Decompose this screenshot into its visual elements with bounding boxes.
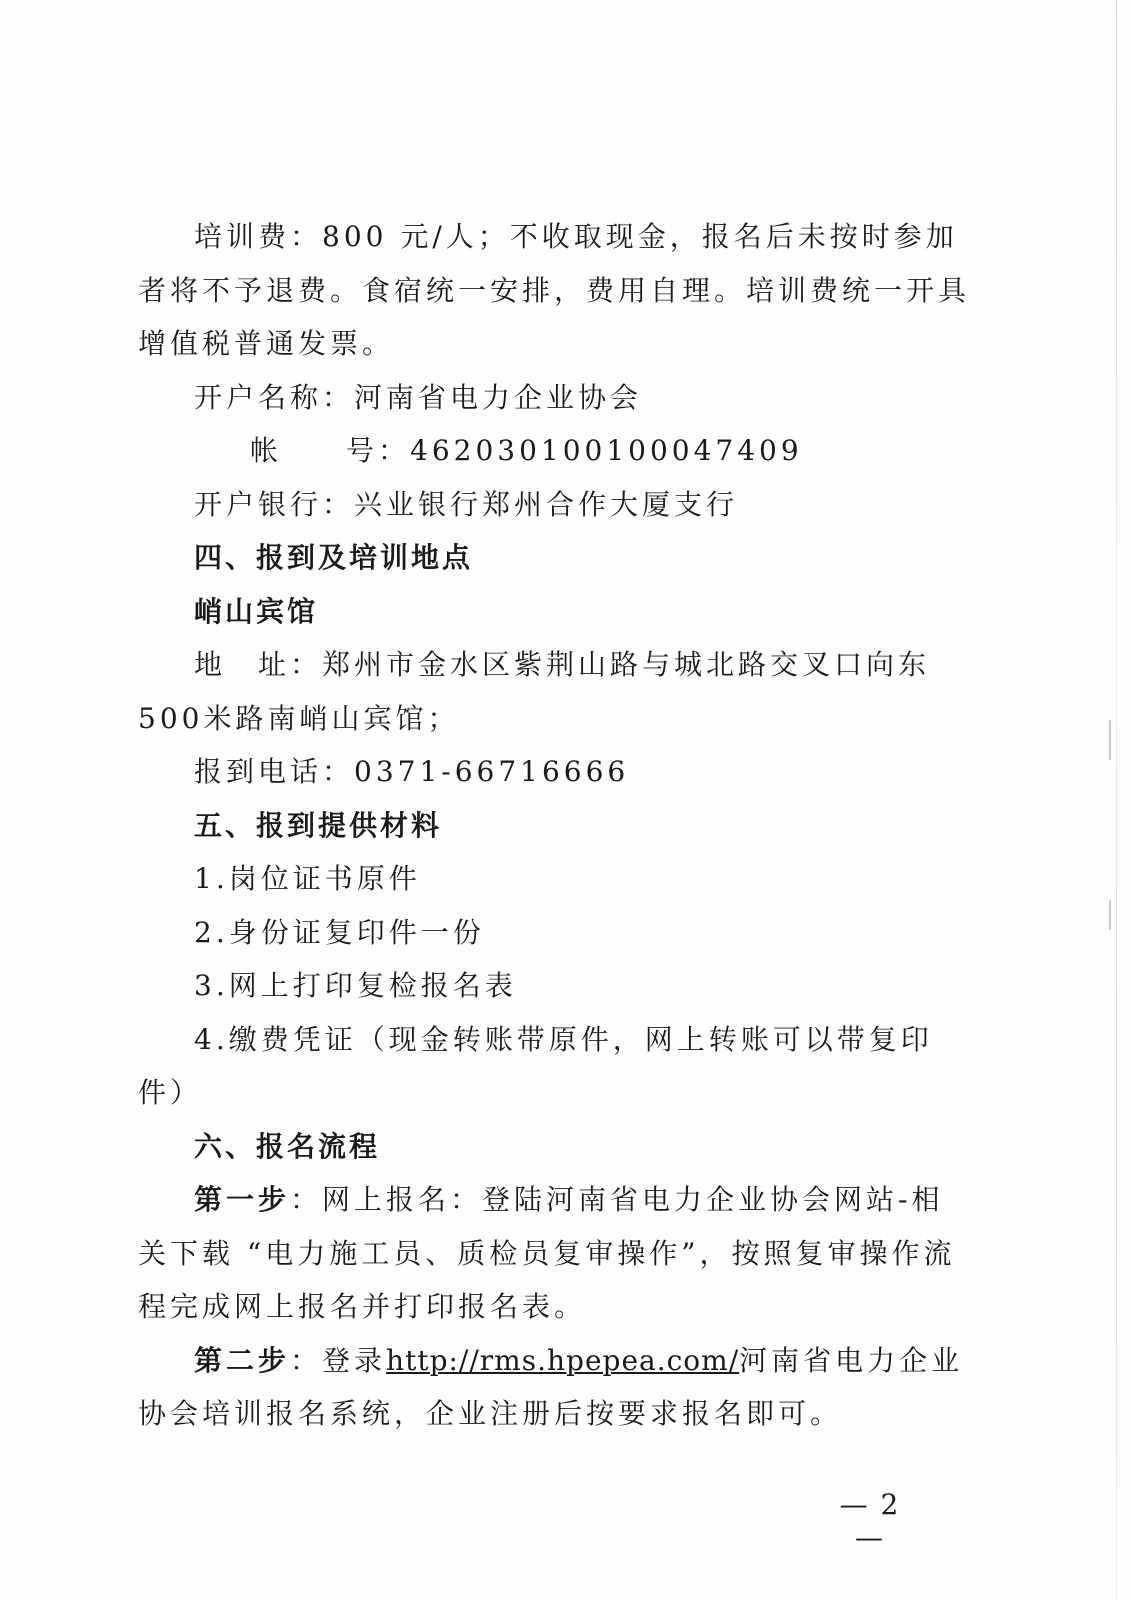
registration-link[interactable]: http://rms.hpepea.com/ — [386, 1343, 740, 1377]
step1-paragraph — [138, 1173, 974, 1334]
fee-paragraph: 培训费：800 元/人；不收取现金，报名后未按时参加者将不予退费。食宿统一安排，费用自理。培训费统一开具增值税普通发票。 — [138, 220, 971, 360]
account-name-line: 开户名称：河南省电力企业协会 — [194, 380, 643, 414]
address-paragraph: 地 址：郑州市金水区紫荆山路与城北路交叉口向东500米路南峭山宾馆； — [138, 648, 931, 735]
account-number-value: 462030100100047409 — [410, 434, 803, 467]
step2-suffix: 河南省电力企业协会培训报名系统，企业注册后按要求报名即可。 — [138, 1343, 964, 1430]
section4-heading: 四、报到及培训地点 — [194, 541, 474, 574]
scan-mark — [1109, 900, 1111, 930]
material-item: 4.缴费凭证（现金转账带原件，网上转账可以带复印件） — [138, 1022, 933, 1109]
account-number-label: 帐 号： — [250, 434, 411, 467]
section5-heading: 五、报到提供材料 — [194, 808, 443, 842]
body-text — [138, 210, 974, 1441]
scan-mark — [1109, 720, 1111, 760]
page-number: — 2 — — [839, 1488, 901, 1554]
bank-line: 开户银行：兴业银行郑州合作大厦支行 — [194, 487, 739, 521]
step1-label: 第一步 — [194, 1183, 291, 1216]
step2-paragraph — [138, 1334, 974, 1441]
step1-text: ：网上报名：登陆河南省电力企业协会网站-相关下载 “电力施工员、质检员复审操作”，按照复审操作流程完成网上报名并打印报名表。 — [138, 1183, 956, 1323]
scan-edge — [1116, 0, 1117, 1600]
phone-line: 报到电话：0371-66716666 — [194, 755, 630, 788]
section6-heading: 六、报名流程 — [194, 1129, 381, 1163]
material-item: 2.身份证复印件一份 — [194, 915, 485, 949]
material-item: 1.岗位证书原件 — [194, 862, 421, 895]
step2-prefix: ：登录 — [290, 1343, 387, 1377]
step2-label: 第二步 — [194, 1343, 291, 1377]
account-number-line — [138, 424, 974, 478]
material-item: 3.网上打印复检报名表 — [194, 969, 517, 1002]
venue-name: 峭山宾馆 — [194, 594, 319, 628]
